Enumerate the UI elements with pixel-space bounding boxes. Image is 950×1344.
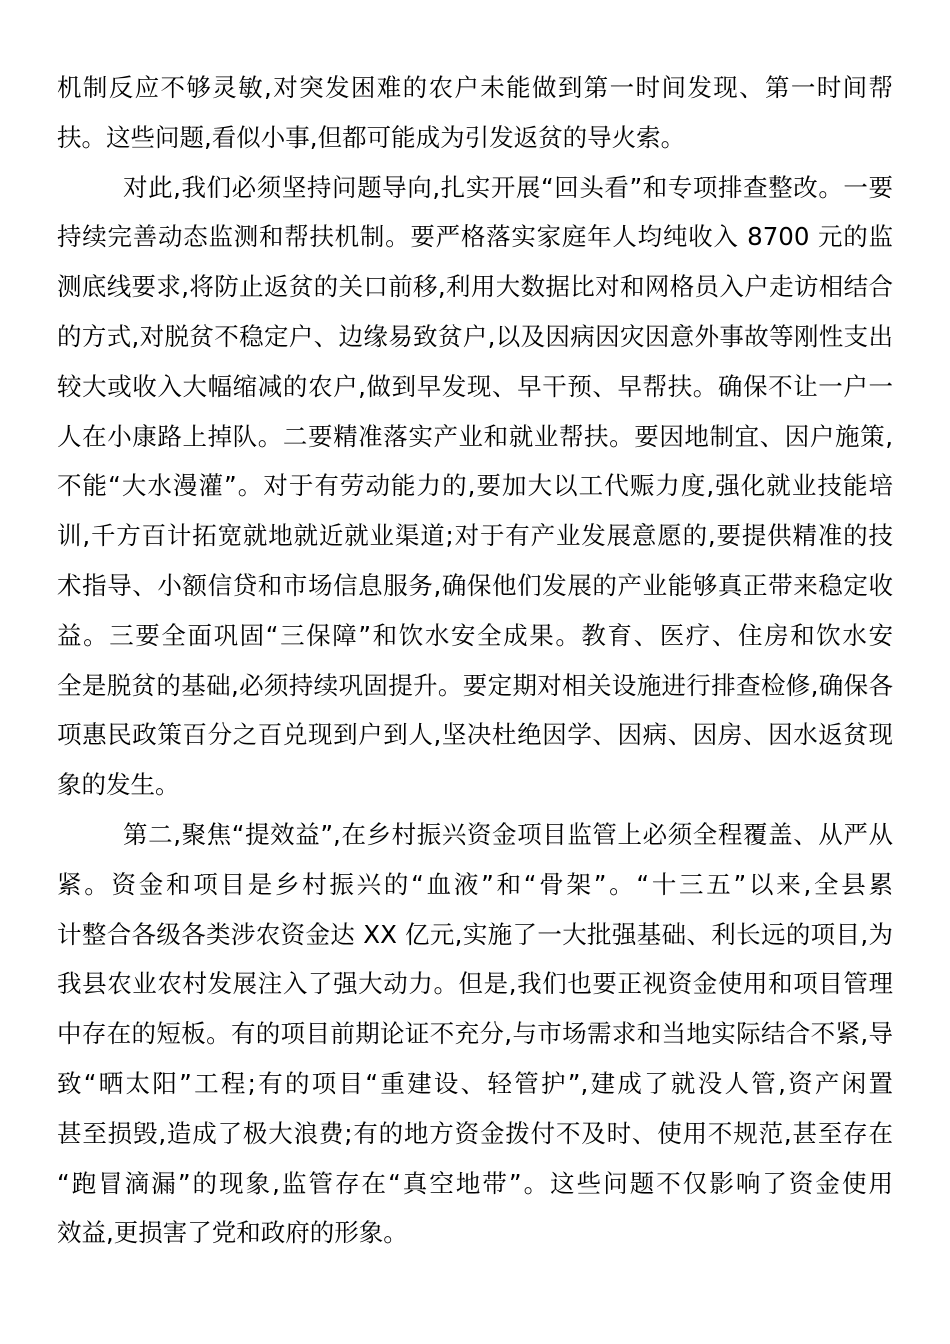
text-line: 我县农业农村发展注入了强大动力。但是,我们也要正视资金使用和项目管理 bbox=[57, 969, 893, 999]
document-page bbox=[57, 63, 893, 1258]
paragraph-3 bbox=[57, 810, 893, 1258]
text-line: 项惠民政策百分之百兑现到户到人,坚决杜绝因学、因病、因房、因水返贫现 bbox=[57, 720, 893, 750]
text-line: 人在小康路上掉队。二要精准落实产业和就业帮扶。要因地制宜、因户施策, bbox=[57, 421, 893, 451]
text-line: 致“晒太阳”工程;有的项目“重建设、轻管护”,建成了就没人管,资产闲置 bbox=[57, 1068, 893, 1098]
text-line: 持续完善动态监测和帮扶机制。要严格落实家庭年人均纯收入 8700 元的监 bbox=[57, 222, 893, 252]
text-line: 术指导、小额信贷和市场信息服务,确保他们发展的产业能够真正带来稳定收 bbox=[57, 570, 893, 600]
text-line: 的方式,对脱贫不稳定户、边缘易致贫户,以及因病因灾因意外事故等刚性支出 bbox=[57, 321, 893, 351]
text-line: 中存在的短板。有的项目前期论证不充分,与市场需求和当地实际结合不紧,导 bbox=[57, 1019, 893, 1049]
text-line: 对此,我们必须坚持问题导向,扎实开展“回头看”和专项排查整改。一要 bbox=[123, 172, 893, 202]
text-line: 全是脱贫的基础,必须持续巩固提升。要定期对相关设施进行排查检修,确保各 bbox=[57, 670, 893, 700]
text-line: 计整合各级各类涉农资金达 XX 亿元,实施了一大批强基础、利长远的项目,为 bbox=[57, 919, 893, 949]
text-line: “跑冒滴漏”的现象,监管存在“真空地带”。这些问题不仅影响了资金使用 bbox=[57, 1168, 893, 1198]
text-line: 机制反应不够灵敏,对突发困难的农户未能做到第一时间发现、第一时间帮 bbox=[57, 73, 893, 102]
text-line: 测底线要求,将防止返贫的关口前移,利用大数据比对和网格员入户走访相结合 bbox=[57, 272, 893, 302]
text-line: 紧。资金和项目是乡村振兴的“血液”和“骨架”。“十三五”以来,全县累 bbox=[57, 869, 893, 899]
text-line: 第二,聚焦“提效益”,在乡村振兴资金项目监管上必须全程覆盖、从严从 bbox=[123, 819, 893, 849]
text-line: 益。三要全面巩固“三保障”和饮水安全成果。教育、医疗、住房和饮水安 bbox=[57, 620, 893, 650]
text-line: 训,千方百计拓宽就地就近就业渠道;对于有产业发展意愿的,要提供精准的技 bbox=[57, 521, 893, 551]
text-line: 扶。这些问题,看似小事,但都可能成为引发返贫的导火索。 bbox=[57, 122, 686, 152]
text-line: 甚至损毁,造成了极大浪费;有的地方资金拨付不及时、使用不规范,甚至存在 bbox=[57, 1118, 893, 1148]
text-line: 效益,更损害了党和政府的形象。 bbox=[57, 1218, 408, 1248]
paragraph-1 bbox=[57, 63, 893, 163]
text-line: 象的发生。 bbox=[57, 770, 180, 800]
text-line: 较大或收入大幅缩减的农户,做到早发现、早干预、早帮扶。确保不让一户一 bbox=[57, 371, 893, 401]
text-line: 不能“大水漫灌”。对于有劳动能力的,要加大以工代赈力度,强化就业技能培 bbox=[57, 471, 893, 501]
paragraph-2 bbox=[57, 163, 893, 810]
